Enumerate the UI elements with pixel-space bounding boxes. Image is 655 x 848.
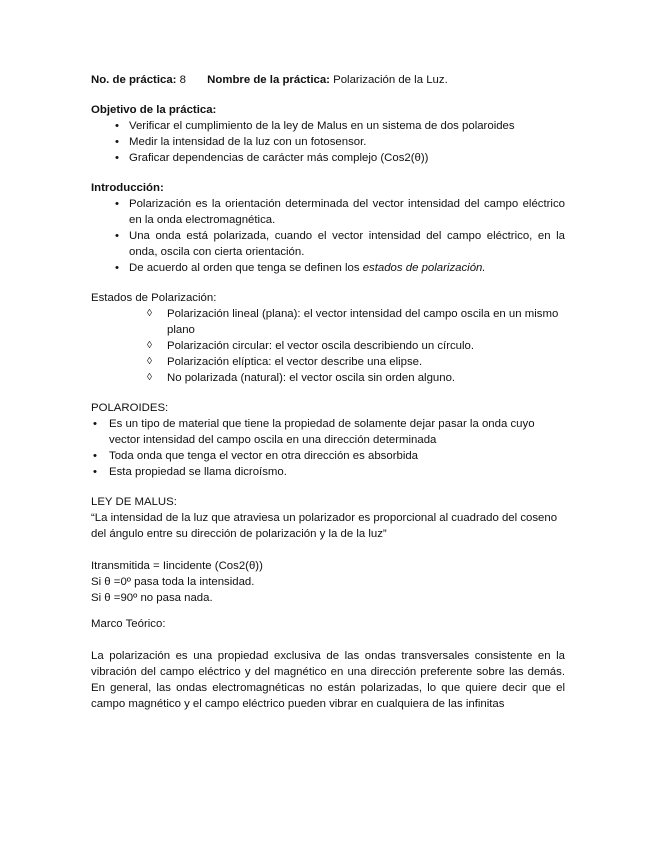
list-item: • Polarización es la orientación determinada del vector intensidad del campo eléctrico en la onda electromagnética. <box>115 198 565 226</box>
bullet-icon: • <box>115 136 119 148</box>
introduction-list <box>91 196 565 276</box>
polaroids-heading: POLAROIDES: <box>91 402 169 414</box>
bullet-icon: • <box>93 450 97 462</box>
introduction-heading: Introducción: <box>91 182 164 194</box>
list-item: ◊ Polarización elíptica: el vector describe una elipse. <box>147 356 423 368</box>
list-item: ◊ Polarización circular: el vector oscila describiendo un círculo. <box>147 340 475 352</box>
list-item: • Esta propiedad se llama dicroísmo. <box>93 466 287 478</box>
diamond-icon: ◊ <box>147 340 152 351</box>
list-item: • Una onda está polarizada, cuando el vector intensidad del campo eléctrico, en la onda, oscila con cierta orientación. <box>115 230 565 258</box>
polaroids-list <box>91 416 565 480</box>
practice-name-value: Polarización de la Luz. <box>333 74 448 86</box>
states-heading: Estados de Polarización: <box>91 292 217 304</box>
formula-case-zero: Si θ =0º pasa toda la intensidad. <box>91 576 255 588</box>
theory-heading: Marco Teórico: <box>91 618 166 630</box>
theory-paragraph: La polarización es una propiedad exclusiva de las ondas transversales consistente en la vibración del campo eléctrico y del magnético en una dirección preferente sobre las demás. En general, las ondas electromagnéticas no están polarizadas, lo que quiere decir que el campo magnético y el campo eléctrico pueden vibrar en cualquiera de las infinitas <box>91 650 565 710</box>
practice-name-label: Nombre de la práctica: <box>207 74 330 86</box>
diamond-icon: ◊ <box>147 372 152 383</box>
diamond-icon: ◊ <box>147 308 152 319</box>
bullet-icon: • <box>115 152 119 164</box>
objective-list <box>91 118 565 166</box>
list-item: • Graficar dependencias de carácter más complejo (Cos2(θ)) <box>115 152 429 164</box>
practice-header <box>91 72 565 88</box>
states-list <box>91 306 565 386</box>
list-item: • Medir la intensidad de la luz con un fotosensor. <box>115 136 367 148</box>
list-item: ◊ No polarizada (natural): el vector oscila sin orden alguno. <box>147 372 456 384</box>
formula-case-ninety: Si θ =90º no pasa nada. <box>91 592 213 604</box>
diamond-icon: ◊ <box>147 356 152 367</box>
list-item: • De acuerdo al orden que tenga se definen los estados de polarización. <box>115 262 486 274</box>
bullet-icon: • <box>115 262 119 274</box>
objective-heading: Objetivo de la práctica: <box>91 104 217 116</box>
malus-quote: “La intensidad de la luz que atraviesa un polarizador es proporcional al cuadrado del coseno del ángulo entre su dirección de polarización y la de la luz” <box>91 512 558 540</box>
bullet-icon: • <box>93 418 97 430</box>
list-item: • Verificar el cumplimiento de la ley de Malus en un sistema de dos polaroides <box>115 120 515 132</box>
practice-number-label: No. de práctica: <box>91 74 177 86</box>
malus-heading: LEY DE MALUS: <box>91 496 177 508</box>
list-item: • Es un tipo de material que tiene la propiedad de solamente dejar pasar la onda cuyo vector intensidad del campo oscila en una dirección determinada <box>93 418 535 446</box>
bullet-icon: • <box>115 198 119 210</box>
list-item: • Toda onda que tenga el vector en otra dirección es absorbida <box>93 450 419 462</box>
practice-number-value: 8 <box>179 74 186 86</box>
formula-line: Itransmitida = Iincidente (Cos2(θ)) <box>91 560 263 572</box>
list-item: ◊ Polarización lineal (plana): el vector intensidad del campo oscila en un mismo plano <box>147 308 559 336</box>
bullet-icon: • <box>93 466 97 478</box>
bullet-icon: • <box>115 120 119 132</box>
document-page <box>91 72 565 712</box>
bullet-icon: • <box>115 230 119 242</box>
